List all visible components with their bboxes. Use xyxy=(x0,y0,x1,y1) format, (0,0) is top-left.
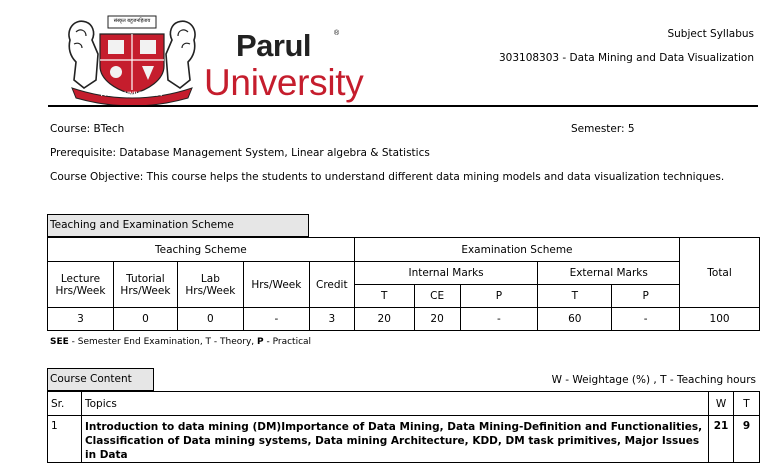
internal-ce-header: CE xyxy=(414,285,460,308)
scheme-table xyxy=(47,237,760,331)
subject-code-title: 303108303 - Data Mining and Data Visualization xyxy=(498,52,754,64)
course-label: Course: BTech xyxy=(50,123,125,135)
course-objective: Course Objective: This course helps the students to understand different data mining models and data visualization techniques. xyxy=(50,171,725,183)
registered-mark: ® xyxy=(334,30,340,37)
hrs-week-header: Hrs/Week xyxy=(243,262,309,308)
lecture-header: Lecture Hrs/Week xyxy=(48,262,114,308)
internal-p-value: - xyxy=(460,308,538,331)
internal-ce-value: 20 xyxy=(414,308,460,331)
credit-header: Credit xyxy=(309,262,354,308)
legend-see: SEE xyxy=(50,337,69,347)
prerequisite: Prerequisite: Database Management System, Linear algebra & Statistics xyxy=(50,147,430,159)
external-t-value: 60 xyxy=(538,308,612,331)
table-row xyxy=(48,416,760,463)
lab-header: Lab Hrs/Week xyxy=(177,262,243,308)
row-teaching-hours: 9 xyxy=(734,416,760,463)
internal-t-header: T xyxy=(354,285,414,308)
total-value: 100 xyxy=(680,308,760,331)
header-rule xyxy=(48,105,758,107)
legend-p: P xyxy=(257,337,264,347)
total-header: Total xyxy=(680,238,760,308)
internal-marks-header: Internal Marks xyxy=(354,262,538,285)
w-header: W xyxy=(709,392,734,416)
topics-header: Topics xyxy=(81,392,708,416)
internal-t-value: 20 xyxy=(354,308,414,331)
hrs-week-value: - xyxy=(243,308,309,331)
tutorial-value: 0 xyxy=(113,308,177,331)
external-p-header: P xyxy=(612,285,680,308)
legend-text: - Semester End Examination, T - Theory, xyxy=(68,337,258,347)
logo-ribbon-text: PARUL UNIVERSITY xyxy=(100,91,164,98)
sr-header: Sr. xyxy=(48,392,82,416)
t-header: T xyxy=(734,392,760,416)
teaching-scheme-header: Teaching Scheme xyxy=(48,238,355,262)
tutorial-header: Tutorial Hrs/Week xyxy=(113,262,177,308)
scheme-legend xyxy=(50,337,311,347)
row-topic xyxy=(81,416,708,463)
brand-parul: Parul xyxy=(236,28,312,63)
doc-type: Subject Syllabus xyxy=(667,28,754,40)
lecture-value: 3 xyxy=(48,308,114,331)
row-topic-line1: Introduction to data mining (DM)Importance of Data Mining, Data Mining-Definition and Functionalities, xyxy=(84,421,703,433)
weightage-note: W - Weightage (%) , T - Teaching hours xyxy=(551,374,756,386)
exam-scheme-header: Examination Scheme xyxy=(354,238,679,262)
row-sr: 1 xyxy=(48,416,82,463)
external-marks-header: External Marks xyxy=(538,262,680,285)
course-content-title: Course Content xyxy=(47,368,154,391)
row-topic-line2: Classification of Data mining systems, Data mining Architecture, KDD, DM task primitives, Major Issues in Data xyxy=(84,435,700,461)
lab-value: 0 xyxy=(177,308,243,331)
scheme-section-title: Teaching and Examination Scheme xyxy=(47,214,309,237)
course-content-table xyxy=(47,391,760,463)
brand-university: University xyxy=(204,62,364,103)
semester-label: Semester: 5 xyxy=(571,123,635,135)
external-p-value: - xyxy=(612,308,680,331)
external-t-header: T xyxy=(538,285,612,308)
legend-end: - Practical xyxy=(263,337,312,347)
internal-p-header: P xyxy=(460,285,538,308)
row-weightage: 21 xyxy=(709,416,734,463)
credit-value: 3 xyxy=(309,308,354,331)
logo-motto: संस्कृत बहुजनहिताय xyxy=(113,18,151,24)
